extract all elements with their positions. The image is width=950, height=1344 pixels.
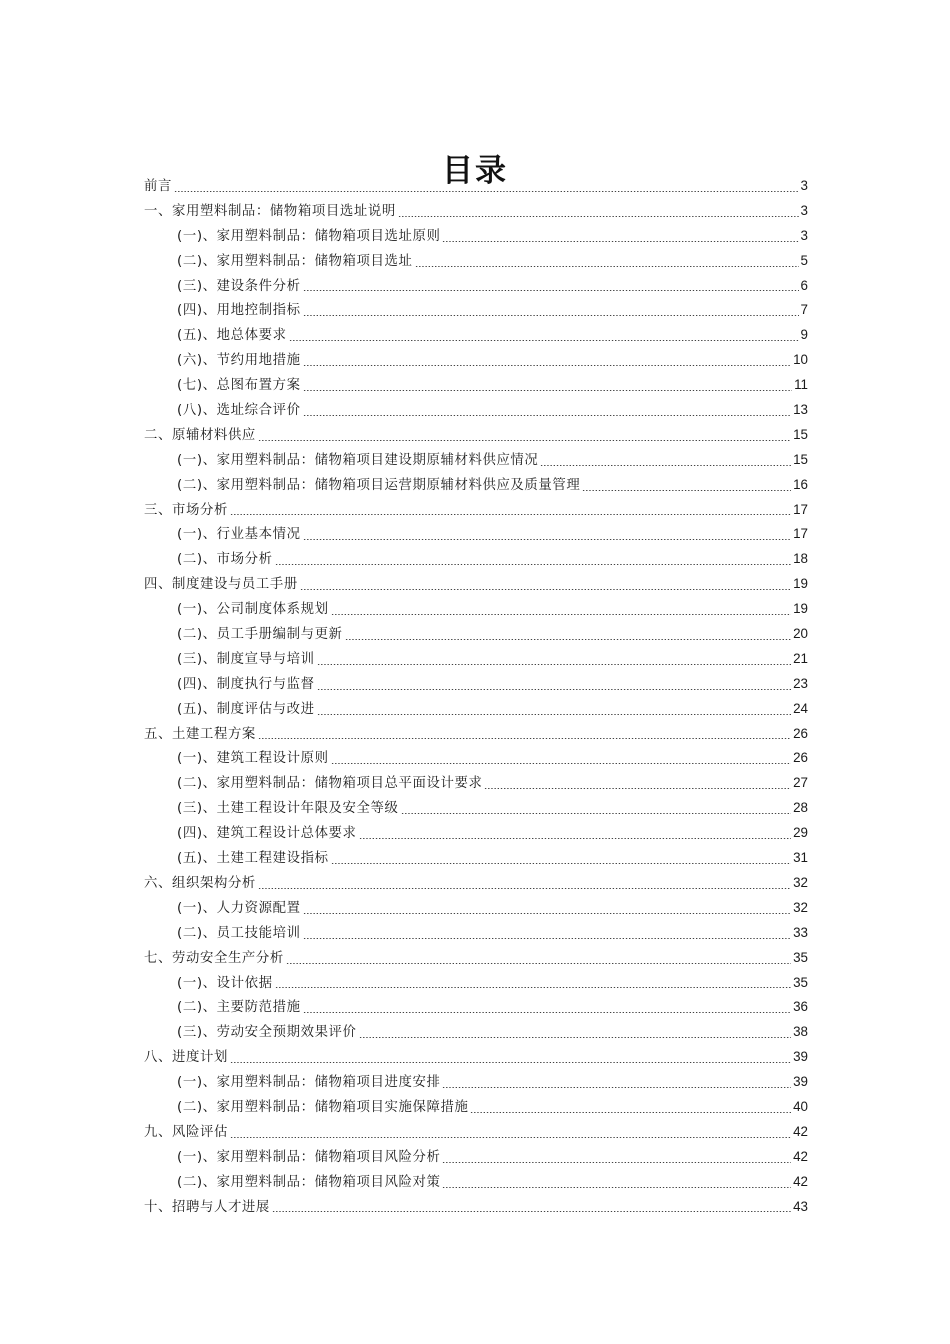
- toc-dot-leader: [345, 639, 792, 640]
- toc-entry-page-number: 40: [793, 1098, 808, 1114]
- toc-entry[interactable]: [144, 224, 808, 249]
- toc-entry[interactable]: [144, 971, 808, 996]
- toc-entry-page-number: 10: [793, 352, 808, 368]
- toc-entry-label: (一)、行业基本情况: [177, 527, 301, 543]
- toc-dot-leader: [359, 1037, 792, 1038]
- toc-entry[interactable]: [144, 846, 808, 871]
- toc-dot-leader: [442, 1087, 791, 1088]
- toc-entry-label: 四、制度建设与员工手册: [144, 577, 298, 593]
- toc-entry-label: (四)、用地控制指标: [177, 303, 301, 319]
- toc-entry[interactable]: [144, 498, 808, 523]
- toc-entry-page-number: 19: [793, 601, 808, 617]
- toc-entry-page-number: 23: [793, 675, 808, 691]
- toc-entry[interactable]: [144, 871, 808, 896]
- toc-dot-leader: [303, 290, 799, 291]
- toc-entry-label: (一)、家用塑料制品：储物箱项目风险分析: [177, 1149, 441, 1165]
- toc-entry-label: (一)、家用塑料制品：储物箱项目进度安排: [177, 1075, 441, 1091]
- toc-entry-label: 七、劳动安全生产分析: [144, 950, 284, 966]
- toc-entry-page-number: 7: [800, 302, 808, 318]
- toc-entry-page-number: 15: [793, 451, 808, 467]
- toc-entry-label: (三)、土建工程设计年限及安全等级: [177, 801, 399, 817]
- toc-entry-page-number: 31: [793, 850, 808, 866]
- toc-dot-leader: [303, 938, 792, 939]
- toc-entry-page-number: 42: [793, 1173, 808, 1189]
- toc-entry[interactable]: [144, 572, 808, 597]
- toc-entry-label: (二)、家用塑料制品：储物箱项目风险对策: [177, 1174, 441, 1190]
- toc-dot-leader: [300, 589, 791, 590]
- toc-title: 目录: [442, 152, 508, 189]
- toc-dot-leader: [272, 1211, 791, 1212]
- toc-entry[interactable]: [144, 1020, 808, 1045]
- table-of-contents: [144, 174, 808, 1219]
- toc-entry-label: (二)、家用塑料制品：储物箱项目运营期原辅材料供应及质量管理: [177, 477, 581, 493]
- toc-entry[interactable]: [144, 249, 808, 274]
- toc-dot-leader: [540, 465, 791, 466]
- toc-dot-leader: [286, 963, 791, 964]
- toc-dot-leader: [275, 987, 792, 988]
- toc-entry-page-number: 15: [793, 426, 808, 442]
- toc-entry[interactable]: [144, 448, 808, 473]
- toc-dot-leader: [303, 365, 792, 366]
- toc-dot-leader: [303, 415, 792, 416]
- toc-entry-label: (一)、设计依据: [177, 975, 273, 991]
- toc-entry-label: (一)、家用塑料制品：储物箱项目建设期原辅材料供应情况: [177, 452, 539, 468]
- toc-entry[interactable]: [144, 1070, 808, 1095]
- toc-entry-label: (二)、家用塑料制品：储物箱项目实施保障措施: [177, 1099, 469, 1115]
- toc-entry-page-number: 11: [794, 377, 808, 393]
- toc-dot-leader: [230, 1137, 791, 1138]
- toc-dot-leader: [398, 216, 799, 217]
- toc-entry-label: (五)、土建工程建设指标: [177, 851, 329, 867]
- toc-entry-label: (八)、选址综合评价: [177, 403, 301, 419]
- toc-entry-page-number: 27: [793, 775, 808, 791]
- toc-entry-label: 五、土建工程方案: [144, 726, 256, 742]
- toc-entry-page-number: 42: [793, 1148, 808, 1164]
- toc-dot-leader: [258, 440, 791, 441]
- toc-entry-page-number: 3: [800, 202, 808, 218]
- toc-dot-leader: [258, 738, 791, 739]
- toc-entry-label: (四)、制度执行与监督: [177, 676, 315, 692]
- toc-dot-leader: [442, 1162, 791, 1163]
- toc-entry-page-number: 20: [793, 626, 808, 642]
- toc-entry-label: 九、风险评估: [144, 1124, 228, 1140]
- toc-entry-label: (二)、市场分析: [177, 552, 273, 568]
- toc-entry-label: (一)、家用塑料制品：储物箱项目选址原则: [177, 228, 441, 244]
- toc-entry-page-number: 24: [793, 700, 808, 716]
- toc-entry-page-number: 36: [793, 999, 808, 1015]
- toc-entry[interactable]: [144, 199, 808, 224]
- toc-dot-leader: [331, 763, 792, 764]
- toc-dot-leader: [303, 539, 792, 540]
- toc-entry-page-number: 32: [793, 874, 808, 890]
- toc-entry-label: (二)、家用塑料制品：储物箱项目选址: [177, 253, 413, 269]
- toc-entry-page-number: 29: [793, 825, 808, 841]
- toc-entry-page-number: 17: [793, 526, 808, 542]
- toc-entry-page-number: 26: [793, 750, 808, 766]
- toc-entry-label: 十、招聘与人才进展: [144, 1199, 270, 1215]
- toc-entry[interactable]: [144, 1120, 808, 1145]
- toc-entry[interactable]: [144, 1170, 808, 1195]
- toc-dot-leader: [303, 315, 799, 316]
- toc-entry[interactable]: [144, 921, 808, 946]
- toc-dot-leader: [303, 1012, 792, 1013]
- toc-entry[interactable]: [144, 348, 808, 373]
- toc-entry-label: (七)、总图布置方案: [177, 378, 301, 394]
- toc-entry[interactable]: [144, 896, 808, 921]
- toc-dot-leader: [317, 714, 792, 715]
- toc-entry-page-number: 32: [793, 899, 808, 915]
- toc-dot-leader: [470, 1112, 791, 1113]
- toc-entry-label: (二)、家用塑料制品：储物箱项目总平面设计要求: [177, 776, 483, 792]
- toc-entry-label: 一、家用塑料制品：储物箱项目选址说明: [144, 203, 396, 219]
- toc-entry-page-number: 19: [793, 576, 808, 592]
- toc-dot-leader: [317, 689, 792, 690]
- toc-entry-page-number: 3: [800, 178, 808, 193]
- toc-entry-label: (二)、员工技能培训: [177, 925, 301, 941]
- toc-entry-label: (五)、制度评估与改进: [177, 701, 315, 717]
- toc-entry[interactable]: [144, 821, 808, 846]
- toc-entry[interactable]: [144, 1145, 808, 1170]
- toc-entry-label: (六)、节约用地措施: [177, 353, 301, 369]
- toc-dot-leader: [484, 788, 791, 789]
- toc-entry-label: (三)、建设条件分析: [177, 278, 301, 294]
- toc-entry-label: (一)、公司制度体系规划: [177, 602, 329, 618]
- toc-entry-page-number: 18: [793, 551, 808, 567]
- toc-dot-leader: [289, 340, 799, 341]
- toc-entry-page-number: 43: [793, 1198, 808, 1214]
- toc-dot-leader: [303, 390, 793, 391]
- toc-entry[interactable]: [144, 1095, 808, 1120]
- toc-entry-page-number: 13: [793, 402, 808, 418]
- toc-entry-label: 前言: [144, 179, 172, 194]
- toc-dot-leader: [415, 266, 799, 267]
- toc-dot-leader: [442, 1187, 791, 1188]
- toc-dot-leader: [401, 813, 792, 814]
- toc-entry[interactable]: [144, 1045, 808, 1070]
- toc-entry[interactable]: [144, 771, 808, 796]
- toc-entry-page-number: 39: [793, 1049, 808, 1065]
- toc-entry[interactable]: [144, 722, 808, 747]
- toc-entry[interactable]: [144, 597, 808, 622]
- toc-entry-page-number: 35: [793, 949, 808, 965]
- toc-entry[interactable]: [144, 373, 808, 398]
- toc-entry[interactable]: [144, 1195, 808, 1220]
- toc-entry[interactable]: [144, 647, 808, 672]
- toc-entry[interactable]: [144, 995, 808, 1020]
- toc-entry-label: 二、原辅材料供应: [144, 427, 256, 443]
- toc-entry[interactable]: [144, 796, 808, 821]
- toc-entry-page-number: 35: [793, 974, 808, 990]
- toc-entry-label: (一)、人力资源配置: [177, 900, 301, 916]
- toc-entry[interactable]: [144, 697, 808, 722]
- toc-entry-label: (四)、建筑工程设计总体要求: [177, 826, 357, 842]
- toc-entry[interactable]: [144, 298, 808, 323]
- toc-entry[interactable]: [144, 174, 808, 199]
- toc-entry-page-number: 26: [793, 725, 808, 741]
- toc-entry-page-number: 9: [800, 327, 808, 343]
- toc-entry-page-number: 16: [793, 476, 808, 492]
- toc-entry[interactable]: [144, 672, 808, 697]
- toc-entry[interactable]: [144, 423, 808, 448]
- toc-entry[interactable]: [144, 547, 808, 572]
- toc-dot-leader: [442, 241, 798, 242]
- toc-entry-page-number: 33: [793, 924, 808, 940]
- toc-dot-leader: [331, 863, 792, 864]
- toc-entry-page-number: 5: [800, 252, 808, 268]
- toc-entry-label: 八、进度计划: [144, 1050, 228, 1066]
- toc-entry-page-number: 28: [793, 800, 808, 816]
- toc-entry[interactable]: [144, 274, 808, 299]
- toc-dot-leader: [230, 514, 791, 515]
- toc-entry-page-number: 39: [793, 1074, 808, 1090]
- toc-dot-leader: [582, 490, 791, 491]
- toc-entry[interactable]: [144, 323, 808, 348]
- toc-entry[interactable]: [144, 522, 808, 547]
- toc-entry[interactable]: [144, 946, 808, 971]
- toc-entry-label: (二)、主要防范措施: [177, 1000, 301, 1016]
- toc-dot-leader: [275, 564, 792, 565]
- toc-dot-leader: [359, 838, 792, 839]
- toc-entry-page-number: 3: [800, 227, 808, 243]
- toc-dot-leader: [230, 1062, 791, 1063]
- toc-entry-label: (一)、建筑工程设计原则: [177, 751, 329, 767]
- toc-entry-label: (五)、地总体要求: [177, 328, 287, 344]
- toc-entry-label: (二)、员工手册编制与更新: [177, 627, 343, 643]
- toc-entry-page-number: 38: [793, 1024, 808, 1040]
- toc-entry-page-number: 6: [800, 277, 808, 293]
- toc-entry-label: 三、市场分析: [144, 502, 228, 518]
- toc-entry-label: (三)、劳动安全预期效果评价: [177, 1025, 357, 1041]
- toc-entry-label: (三)、制度宣导与培训: [177, 651, 315, 667]
- toc-dot-leader: [174, 191, 799, 192]
- toc-dot-leader: [317, 664, 792, 665]
- toc-entry[interactable]: [144, 473, 808, 498]
- toc-dot-leader: [303, 913, 792, 914]
- toc-dot-leader: [331, 614, 792, 615]
- toc-entry-label: 六、组织架构分析: [144, 875, 256, 891]
- toc-entry-page-number: 21: [793, 650, 808, 666]
- toc-entry[interactable]: [144, 622, 808, 647]
- toc-entry-page-number: 17: [793, 501, 808, 517]
- toc-entry[interactable]: [144, 398, 808, 423]
- toc-entry[interactable]: [144, 746, 808, 771]
- toc-entry-page-number: 42: [793, 1123, 808, 1139]
- toc-dot-leader: [258, 888, 791, 889]
